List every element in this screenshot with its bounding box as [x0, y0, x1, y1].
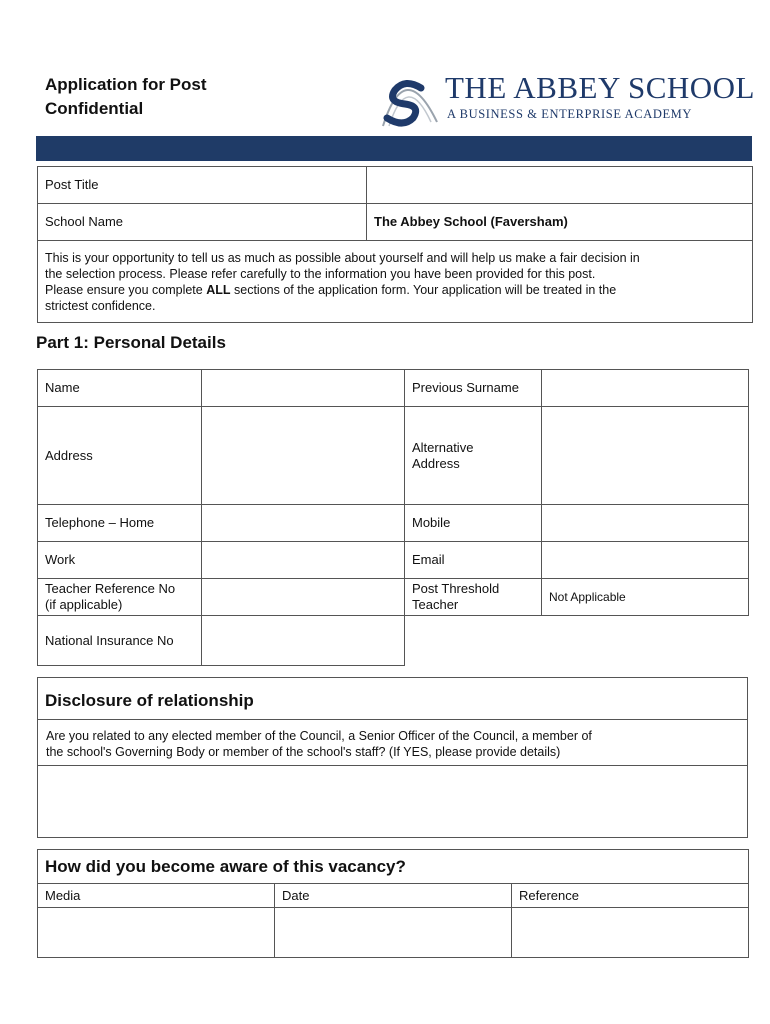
- alternative-address-label: [405, 407, 542, 505]
- header-banner: [36, 136, 752, 161]
- form-title-line2: Confidential: [45, 99, 144, 118]
- national-insurance-field[interactable]: [202, 616, 405, 666]
- post-threshold-label: [405, 579, 542, 616]
- disclosure-section: [37, 677, 748, 838]
- intro-line: This is your opportunity to tell us as much as possible about yourself and will help us make a fair decision in: [45, 250, 640, 265]
- post-threshold-value: Not Applicable: [542, 579, 749, 616]
- work-label: Work: [38, 542, 202, 579]
- intro-line: the selection process. Please refer carefully to the information you have been provided for this post.: [45, 266, 596, 281]
- reference-field[interactable]: [512, 908, 749, 958]
- post-title-field[interactable]: [367, 167, 753, 204]
- name-field[interactable]: [202, 370, 405, 407]
- disclosure-question-line: the school's Governing Body or member of the school's staff? (If YES, please provide details): [46, 745, 561, 759]
- alt-address-line: Address: [412, 455, 460, 471]
- logo-school-name: THE ABBEY SCHOOL: [445, 70, 755, 105]
- part1-heading: Part 1: Personal Details: [36, 333, 226, 352]
- disclosure-question-line: Are you related to any elected member of the Council, a Senior Officer of the Council, a member of: [46, 729, 592, 743]
- teacher-reference-field[interactable]: [202, 579, 405, 616]
- post-title-label: Post Title: [38, 167, 367, 204]
- telephone-home-label: Telephone – Home: [38, 505, 202, 542]
- empty-cell: [542, 616, 749, 666]
- address-field[interactable]: [202, 407, 405, 505]
- form-title: [45, 73, 207, 121]
- intro-line: strictest confidence.: [45, 298, 156, 313]
- school-name-value: The Abbey School (Faversham): [367, 204, 753, 241]
- vacancy-column-date: Date: [275, 884, 512, 908]
- intro-text: [38, 241, 753, 323]
- intro-text-part: sections of the application form. Your application will be treated in the: [230, 282, 617, 297]
- work-field[interactable]: [202, 542, 405, 579]
- vacancy-column-reference: Reference: [512, 884, 749, 908]
- email-label: Email: [405, 542, 542, 579]
- disclosure-question: [38, 722, 747, 766]
- previous-surname-label: Previous Surname: [405, 370, 542, 407]
- disclosure-details-field[interactable]: [38, 766, 747, 837]
- previous-surname-field[interactable]: [542, 370, 749, 407]
- date-field[interactable]: [275, 908, 512, 958]
- school-logo: [375, 64, 755, 128]
- intro-line: [45, 282, 745, 298]
- vacancy-heading: How did you become aware of this vacancy?: [38, 850, 749, 884]
- telephone-home-field[interactable]: [202, 505, 405, 542]
- personal-details-table: [37, 369, 749, 666]
- address-label: Address: [38, 407, 202, 505]
- teacher-reference-label: [38, 579, 202, 616]
- national-insurance-label: National Insurance No: [38, 616, 202, 666]
- alt-address-line: Alternative: [412, 439, 474, 455]
- form-title-line1: Application for Post: [45, 75, 207, 94]
- intro-emphasis: ALL: [206, 282, 231, 297]
- post-details-table: [37, 166, 753, 323]
- teacher-ref-line: (if applicable): [45, 597, 123, 612]
- vacancy-table: [37, 849, 749, 958]
- name-label: Name: [38, 370, 202, 407]
- intro-text-part: Please ensure you complete: [45, 282, 207, 297]
- email-field[interactable]: [542, 542, 749, 579]
- vacancy-column-media: Media: [38, 884, 275, 908]
- empty-cell: [405, 616, 542, 666]
- post-threshold-line: Post Threshold: [412, 581, 500, 596]
- abbey-s-logo-icon: [375, 64, 445, 128]
- post-threshold-line: Teacher: [412, 597, 459, 612]
- media-field[interactable]: [38, 908, 275, 958]
- disclosure-heading: Disclosure of relationship: [45, 691, 254, 710]
- school-name-label: School Name: [38, 204, 367, 241]
- teacher-ref-line: Teacher Reference No: [45, 581, 176, 596]
- mobile-label: Mobile: [405, 505, 542, 542]
- logo-subtitle: A BUSINESS & ENTERPRISE ACADEMY: [447, 107, 693, 121]
- mobile-field[interactable]: [542, 505, 749, 542]
- alternative-address-field[interactable]: [542, 407, 749, 505]
